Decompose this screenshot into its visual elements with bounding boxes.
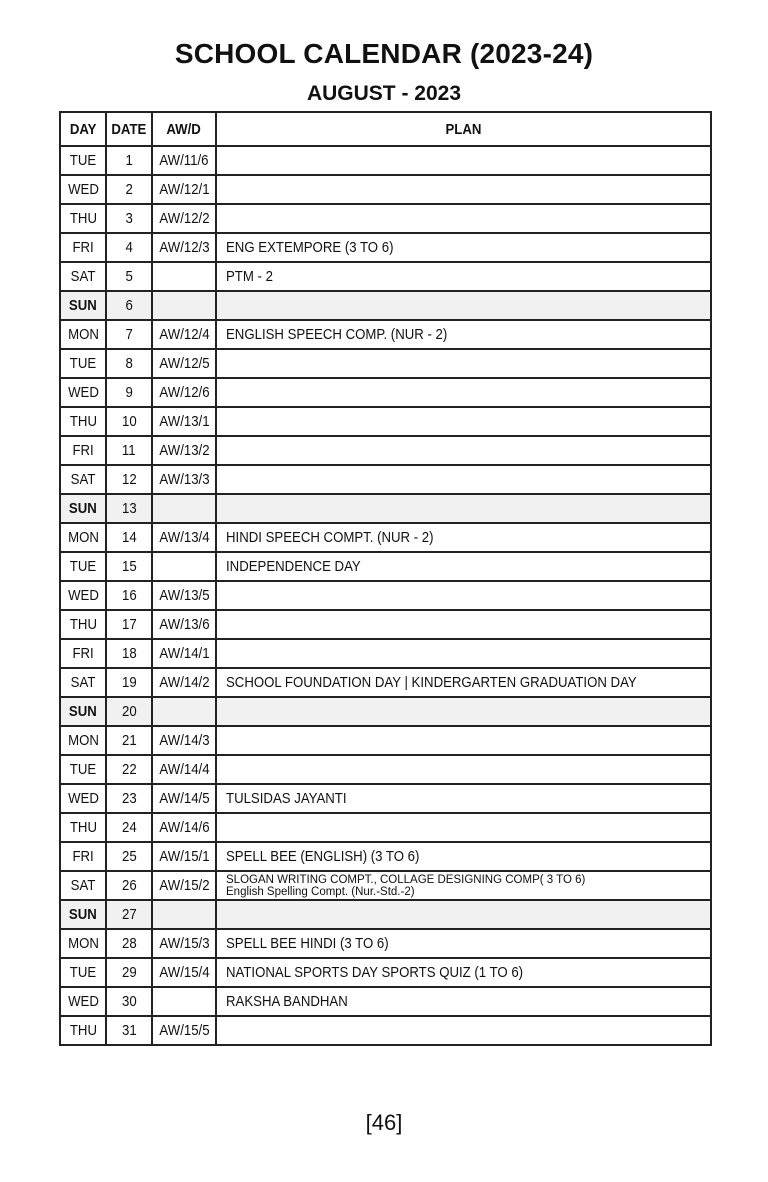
plan-cell: SPELL BEE (ENGLISH) (3 TO 6) bbox=[216, 842, 711, 871]
header-plan: PLAN bbox=[216, 112, 711, 146]
table-row bbox=[60, 639, 711, 668]
day-cell: THU bbox=[60, 813, 106, 842]
awd-cell: AW/14/3 bbox=[152, 726, 216, 755]
plan-cell bbox=[216, 465, 711, 494]
day-cell: SAT bbox=[60, 871, 106, 900]
day-cell: SUN bbox=[60, 291, 106, 320]
awd-cell bbox=[152, 494, 216, 523]
date-cell: 17 bbox=[106, 610, 152, 639]
date-cell: 6 bbox=[106, 291, 152, 320]
awd-cell bbox=[152, 697, 216, 726]
awd-cell bbox=[152, 987, 216, 1016]
awd-cell: AW/12/4 bbox=[152, 320, 216, 349]
plan-cell: HINDI SPEECH COMPT. (NUR - 2) bbox=[216, 523, 711, 552]
awd-cell: AW/15/2 bbox=[152, 871, 216, 900]
date-cell: 3 bbox=[106, 204, 152, 233]
plan-cell: NATIONAL SPORTS DAY SPORTS QUIZ (1 TO 6) bbox=[216, 958, 711, 987]
table-row bbox=[60, 523, 711, 552]
day-cell: SUN bbox=[60, 697, 106, 726]
plan-cell: PTM - 2 bbox=[216, 262, 711, 291]
awd-cell: AW/13/3 bbox=[152, 465, 216, 494]
date-cell: 29 bbox=[106, 958, 152, 987]
table-row bbox=[60, 233, 711, 262]
awd-cell: AW/13/1 bbox=[152, 407, 216, 436]
date-cell: 31 bbox=[106, 1016, 152, 1045]
awd-cell: AW/12/5 bbox=[152, 349, 216, 378]
table-row bbox=[60, 813, 711, 842]
date-cell: 2 bbox=[106, 175, 152, 204]
plan-cell bbox=[216, 581, 711, 610]
date-cell: 20 bbox=[106, 697, 152, 726]
awd-cell: AW/12/1 bbox=[152, 175, 216, 204]
plan-cell: SLOGAN WRITING COMPT., COLLAGE DESIGNING COMP( 3 TO 6) English Spelling Compt. (Nur.-Std.-2) bbox=[216, 871, 711, 900]
date-cell: 18 bbox=[106, 639, 152, 668]
date-cell: 15 bbox=[106, 552, 152, 581]
header-awd: AW/D bbox=[152, 112, 216, 146]
awd-cell: AW/15/4 bbox=[152, 958, 216, 987]
calendar-body bbox=[60, 146, 711, 1045]
table-row bbox=[60, 987, 711, 1016]
table-row bbox=[60, 465, 711, 494]
date-cell: 10 bbox=[106, 407, 152, 436]
plan-cell bbox=[216, 146, 711, 175]
awd-cell: AW/13/4 bbox=[152, 523, 216, 552]
plan-cell bbox=[216, 1016, 711, 1045]
date-cell: 28 bbox=[106, 929, 152, 958]
date-cell: 7 bbox=[106, 320, 152, 349]
date-cell: 24 bbox=[106, 813, 152, 842]
date-cell: 21 bbox=[106, 726, 152, 755]
plan-cell bbox=[216, 697, 711, 726]
page-number: [46] bbox=[365, 1110, 403, 1135]
table-row bbox=[60, 1016, 711, 1045]
plan-cell: INDEPENDENCE DAY bbox=[216, 552, 711, 581]
date-cell: 1 bbox=[106, 146, 152, 175]
day-cell: SUN bbox=[60, 900, 106, 929]
plan-cell bbox=[216, 726, 711, 755]
table-row bbox=[60, 697, 711, 726]
day-cell: WED bbox=[60, 784, 106, 813]
plan-cell bbox=[216, 204, 711, 233]
table-row bbox=[60, 929, 711, 958]
table-header-row bbox=[60, 112, 711, 146]
date-cell: 16 bbox=[106, 581, 152, 610]
table-row bbox=[60, 175, 711, 204]
day-cell: TUE bbox=[60, 146, 106, 175]
day-cell: FRI bbox=[60, 436, 106, 465]
awd-cell: AW/13/5 bbox=[152, 581, 216, 610]
month-heading: AUGUST - 2023 bbox=[306, 82, 462, 105]
plan-cell bbox=[216, 349, 711, 378]
awd-cell: AW/15/1 bbox=[152, 842, 216, 871]
plan-cell bbox=[216, 639, 711, 668]
day-cell: MON bbox=[60, 929, 106, 958]
plan-cell: SPELL BEE HINDI (3 TO 6) bbox=[216, 929, 711, 958]
date-cell: 19 bbox=[106, 668, 152, 697]
plan-cell: RAKSHA BANDHAN bbox=[216, 987, 711, 1016]
header-date: DATE bbox=[106, 112, 152, 146]
table-row bbox=[60, 581, 711, 610]
day-cell: THU bbox=[60, 610, 106, 639]
day-cell: SAT bbox=[60, 465, 106, 494]
date-cell: 23 bbox=[106, 784, 152, 813]
awd-cell: AW/15/3 bbox=[152, 929, 216, 958]
day-cell: FRI bbox=[60, 639, 106, 668]
table-row bbox=[60, 755, 711, 784]
table-row bbox=[60, 204, 711, 233]
date-cell: 4 bbox=[106, 233, 152, 262]
table-row bbox=[60, 726, 711, 755]
table-row bbox=[60, 784, 711, 813]
plan-cell bbox=[216, 175, 711, 204]
date-cell: 27 bbox=[106, 900, 152, 929]
plan-cell bbox=[216, 436, 711, 465]
date-cell: 26 bbox=[106, 871, 152, 900]
day-cell: WED bbox=[60, 378, 106, 407]
table-row bbox=[60, 842, 711, 871]
day-cell: FRI bbox=[60, 842, 106, 871]
day-cell: MON bbox=[60, 320, 106, 349]
plan-cell: ENGLISH SPEECH COMP. (NUR - 2) bbox=[216, 320, 711, 349]
table-row bbox=[60, 552, 711, 581]
day-cell: WED bbox=[60, 581, 106, 610]
plan-cell bbox=[216, 813, 711, 842]
awd-cell: AW/13/6 bbox=[152, 610, 216, 639]
plan-cell bbox=[216, 755, 711, 784]
plan-cell: SCHOOL FOUNDATION DAY | KINDERGARTEN GRADUATION DAY bbox=[216, 668, 711, 697]
awd-cell: AW/14/2 bbox=[152, 668, 216, 697]
table-row bbox=[60, 494, 711, 523]
day-cell: THU bbox=[60, 1016, 106, 1045]
date-cell: 25 bbox=[106, 842, 152, 871]
table-row bbox=[60, 900, 711, 929]
date-cell: 9 bbox=[106, 378, 152, 407]
awd-cell bbox=[152, 262, 216, 291]
table-row bbox=[60, 320, 711, 349]
awd-cell: AW/12/6 bbox=[152, 378, 216, 407]
awd-cell: AW/12/3 bbox=[152, 233, 216, 262]
day-cell: THU bbox=[60, 204, 106, 233]
day-cell: MON bbox=[60, 523, 106, 552]
table-row bbox=[60, 436, 711, 465]
table-row bbox=[60, 262, 711, 291]
day-cell: SAT bbox=[60, 262, 106, 291]
plan-cell bbox=[216, 900, 711, 929]
table-row bbox=[60, 610, 711, 639]
plan-cell bbox=[216, 378, 711, 407]
table-row bbox=[60, 871, 711, 900]
awd-cell: AW/14/4 bbox=[152, 755, 216, 784]
plan-cell bbox=[216, 494, 711, 523]
page-title: SCHOOL CALENDAR (2023-24) bbox=[174, 38, 594, 69]
awd-cell: AW/14/6 bbox=[152, 813, 216, 842]
calendar-table bbox=[59, 111, 712, 1046]
table-row bbox=[60, 146, 711, 175]
day-cell: FRI bbox=[60, 233, 106, 262]
date-cell: 14 bbox=[106, 523, 152, 552]
date-cell: 30 bbox=[106, 987, 152, 1016]
day-cell: TUE bbox=[60, 552, 106, 581]
awd-cell: AW/12/2 bbox=[152, 204, 216, 233]
day-cell: MON bbox=[60, 726, 106, 755]
awd-cell: AW/15/5 bbox=[152, 1016, 216, 1045]
awd-cell: AW/11/6 bbox=[152, 146, 216, 175]
plan-cell bbox=[216, 407, 711, 436]
day-cell: SUN bbox=[60, 494, 106, 523]
table-row bbox=[60, 378, 711, 407]
awd-cell bbox=[152, 900, 216, 929]
day-cell: TUE bbox=[60, 755, 106, 784]
awd-cell bbox=[152, 552, 216, 581]
header-day: DAY bbox=[60, 112, 106, 146]
plan-cell bbox=[216, 610, 711, 639]
awd-cell: AW/14/1 bbox=[152, 639, 216, 668]
table-row bbox=[60, 291, 711, 320]
day-cell: WED bbox=[60, 987, 106, 1016]
day-cell: SAT bbox=[60, 668, 106, 697]
date-cell: 11 bbox=[106, 436, 152, 465]
day-cell: TUE bbox=[60, 958, 106, 987]
table-row bbox=[60, 407, 711, 436]
plan-cell: ENG EXTEMPORE (3 TO 6) bbox=[216, 233, 711, 262]
table-row bbox=[60, 668, 711, 697]
date-cell: 8 bbox=[106, 349, 152, 378]
date-cell: 22 bbox=[106, 755, 152, 784]
plan-cell: TULSIDAS JAYANTI bbox=[216, 784, 711, 813]
day-cell: TUE bbox=[60, 349, 106, 378]
day-cell: THU bbox=[60, 407, 106, 436]
date-cell: 12 bbox=[106, 465, 152, 494]
awd-cell bbox=[152, 291, 216, 320]
awd-cell: AW/14/5 bbox=[152, 784, 216, 813]
table-row bbox=[60, 349, 711, 378]
date-cell: 13 bbox=[106, 494, 152, 523]
table-row bbox=[60, 958, 711, 987]
date-cell: 5 bbox=[106, 262, 152, 291]
awd-cell: AW/13/2 bbox=[152, 436, 216, 465]
day-cell: WED bbox=[60, 175, 106, 204]
plan-cell bbox=[216, 291, 711, 320]
